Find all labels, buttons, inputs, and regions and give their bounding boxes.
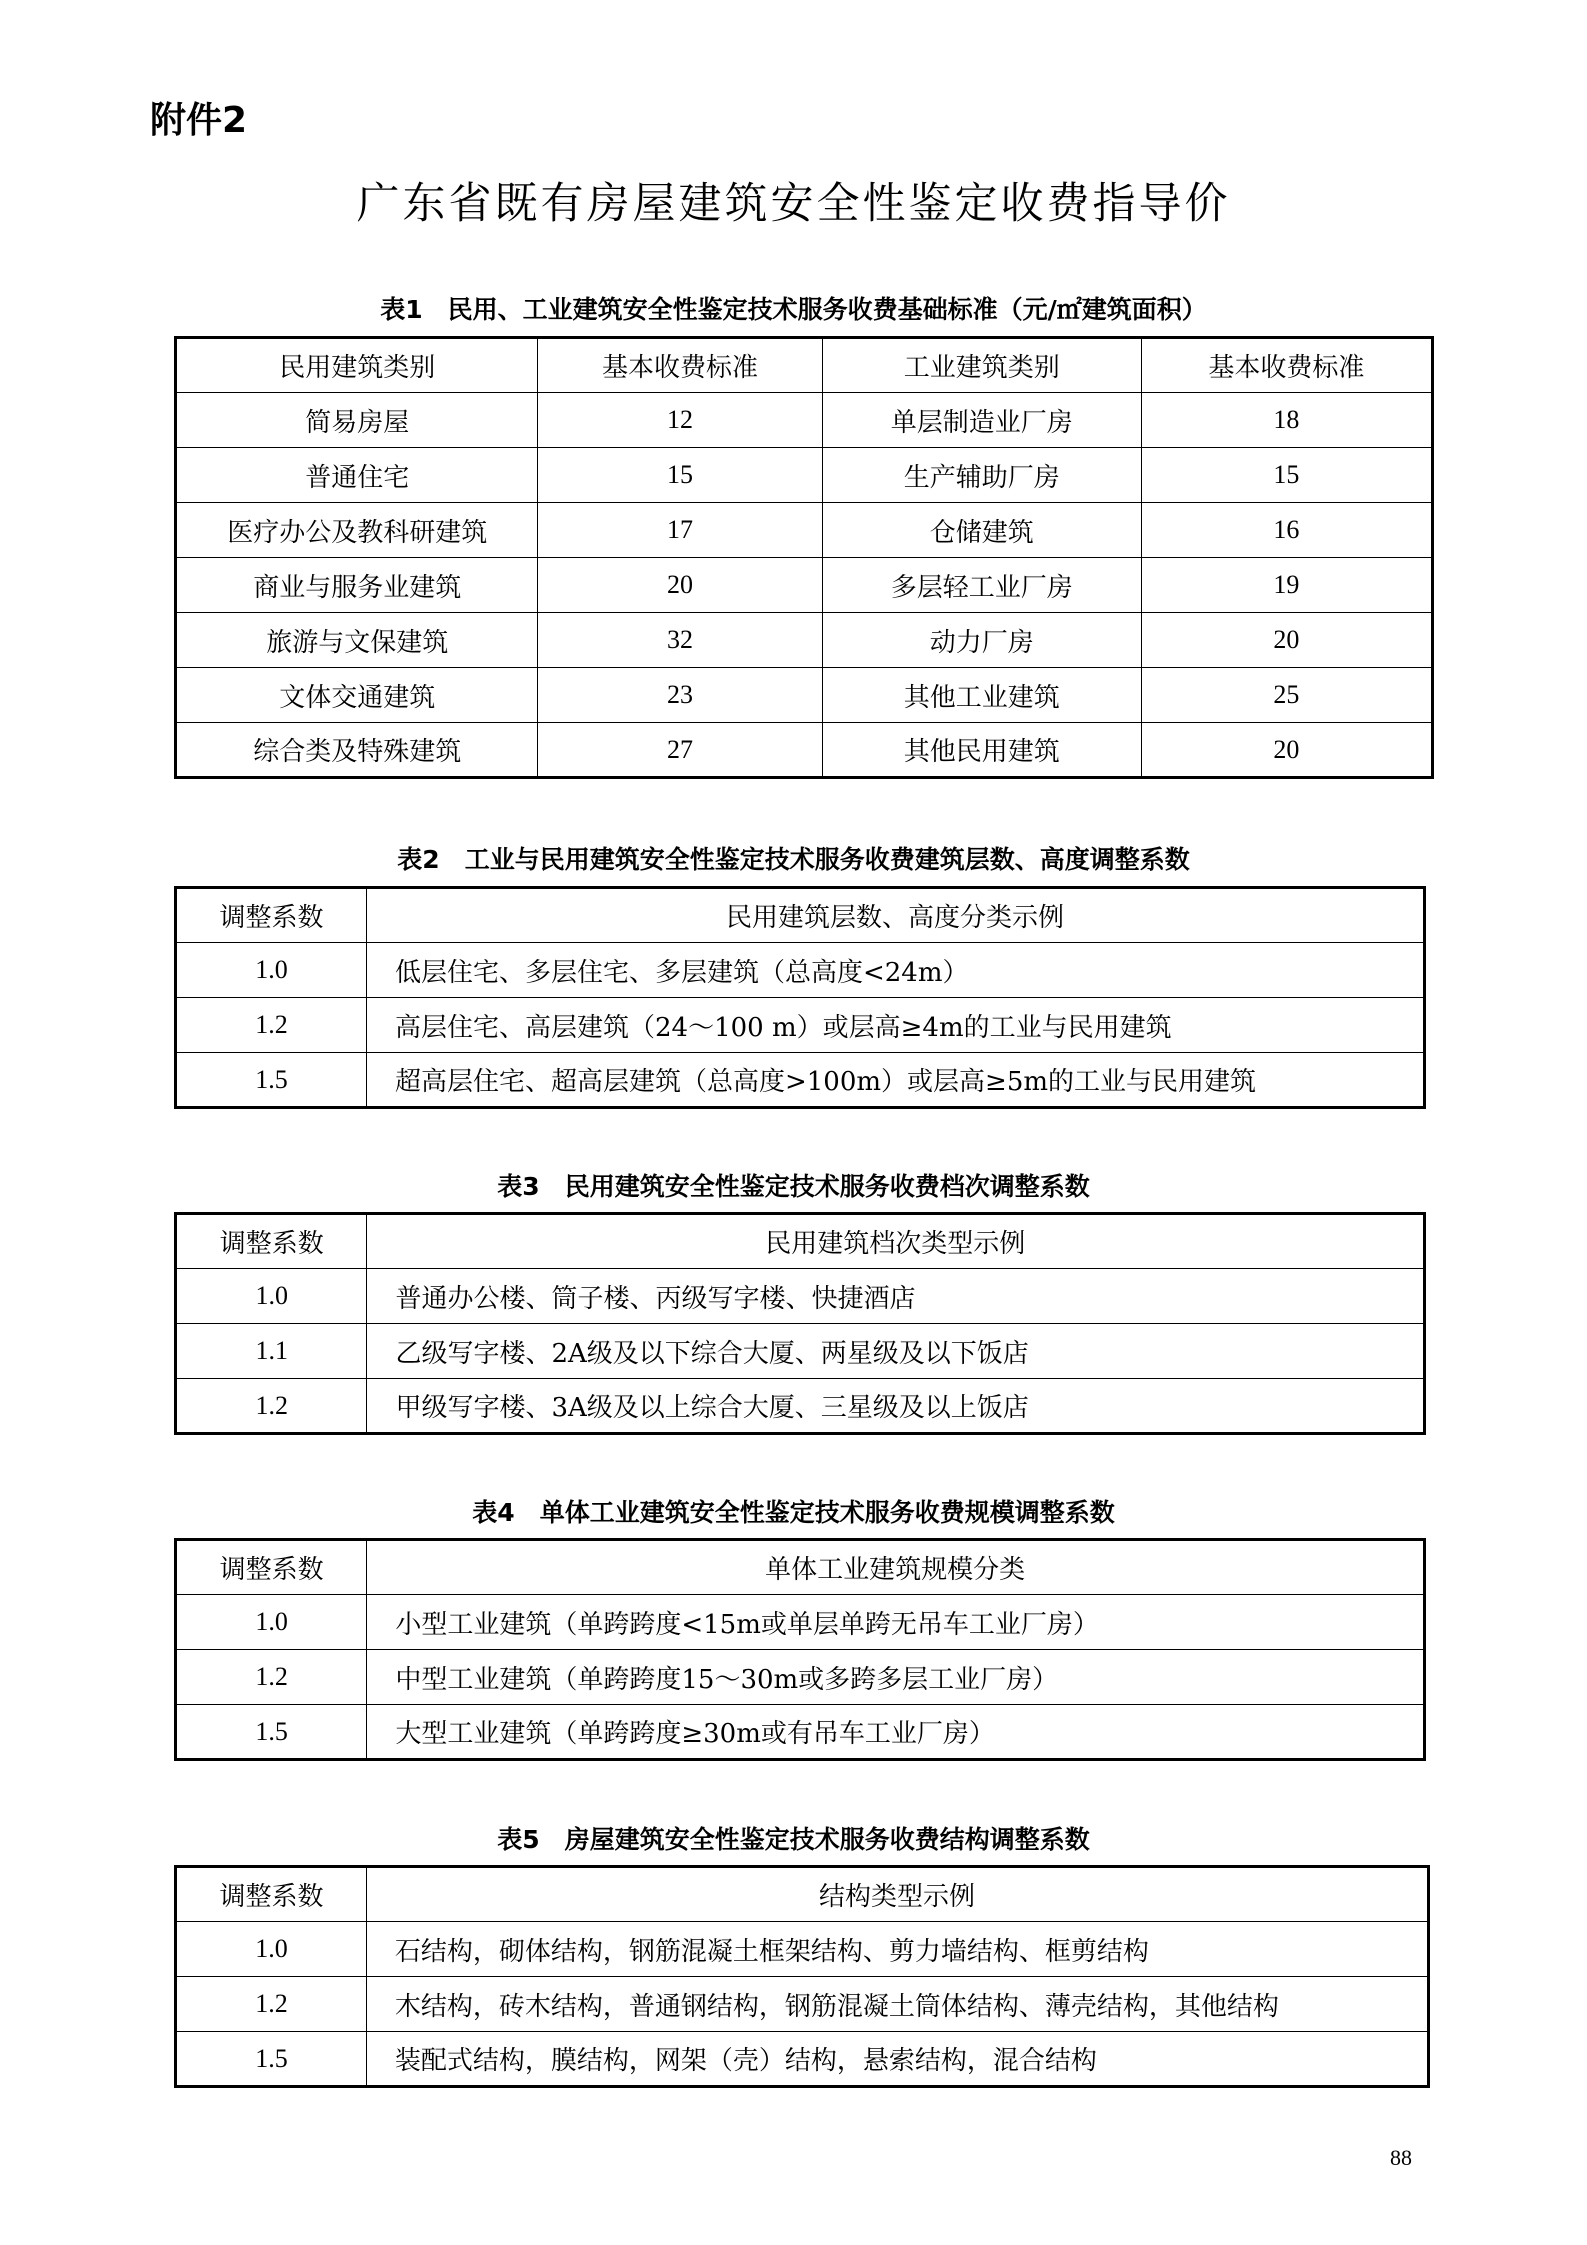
coefficient-cell: 1.0	[176, 1595, 367, 1650]
industrial-category-cell: 动力厂房	[822, 613, 1141, 668]
table4-header-coefficient: 调整系数	[176, 1540, 367, 1595]
industrial-category-cell: 单层制造业厂房	[822, 393, 1141, 448]
table-row	[176, 998, 1425, 1053]
table4-caption: 表4 单体工业建筑安全性鉴定技术服务收费规模调整系数	[472, 1498, 1115, 1527]
table5	[174, 1865, 1430, 2088]
table2-caption: 表2 工业与民用建筑安全性鉴定技术服务收费建筑层数、高度调整系数	[397, 845, 1190, 874]
civil-category-cell: 医疗办公及教科研建筑	[176, 503, 538, 558]
description-cell: 大型工业建筑（单跨跨度≥30m或有吊车工业厂房）	[367, 1705, 1425, 1760]
table-row	[176, 1269, 1425, 1324]
industrial-fee-cell: 20	[1141, 613, 1432, 668]
table1-header-row	[176, 338, 1433, 393]
table5-header-description: 结构类型示例	[366, 1867, 1428, 1922]
table2-header-coefficient: 调整系数	[176, 888, 367, 943]
table-row	[176, 2032, 1429, 2087]
industrial-fee-cell: 15	[1141, 448, 1432, 503]
coefficient-cell: 1.0	[176, 943, 367, 998]
table-row	[176, 393, 1433, 448]
table4	[174, 1538, 1426, 1761]
table-row	[176, 558, 1433, 613]
table-row	[176, 723, 1433, 778]
industrial-fee-cell: 16	[1141, 503, 1432, 558]
industrial-fee-cell: 19	[1141, 558, 1432, 613]
table1-header-industrial-fee: 基本收费标准	[1141, 338, 1432, 393]
coefficient-cell: 1.0	[176, 1269, 367, 1324]
attachment-label: 附件2	[150, 100, 248, 141]
civil-category-cell: 简易房屋	[176, 393, 538, 448]
civil-fee-cell: 20	[538, 558, 822, 613]
civil-category-cell: 文体交通建筑	[176, 668, 538, 723]
table-row	[176, 503, 1433, 558]
table-row	[176, 1977, 1429, 2032]
coefficient-cell: 1.5	[176, 1053, 367, 1108]
description-cell: 木结构，砖木结构，普通钢结构，钢筋混凝土筒体结构、薄壳结构，其他结构	[366, 1977, 1428, 2032]
table-row	[176, 668, 1433, 723]
civil-fee-cell: 17	[538, 503, 822, 558]
industrial-fee-cell: 25	[1141, 668, 1432, 723]
table1	[174, 336, 1434, 779]
table-row	[176, 1705, 1425, 1760]
page-title: 广东省既有房屋建筑安全性鉴定收费指导价	[356, 179, 1231, 229]
description-cell: 小型工业建筑（单跨跨度<15m或单层单跨无吊车工业厂房）	[367, 1595, 1425, 1650]
table3-header-row	[176, 1214, 1425, 1269]
industrial-category-cell: 多层轻工业厂房	[822, 558, 1141, 613]
civil-category-cell: 旅游与文保建筑	[176, 613, 538, 668]
table4-header-row	[176, 1540, 1425, 1595]
civil-category-cell: 普通住宅	[176, 448, 538, 503]
description-cell: 装配式结构，膜结构，网架（壳）结构，悬索结构，混合结构	[366, 2032, 1428, 2087]
civil-fee-cell: 12	[538, 393, 822, 448]
table3	[174, 1212, 1426, 1435]
description-cell: 超高层住宅、超高层建筑（总高度>100m）或层高≥5m的工业与民用建筑	[366, 1053, 1424, 1108]
table2	[174, 886, 1426, 1109]
civil-fee-cell: 32	[538, 613, 822, 668]
description-cell: 乙级写字楼、2A级及以下综合大厦、两星级及以下饭店	[367, 1324, 1425, 1379]
coefficient-cell: 1.5	[176, 2032, 367, 2087]
coefficient-cell: 1.2	[176, 1379, 367, 1434]
table-row	[176, 1324, 1425, 1379]
industrial-fee-cell: 20	[1141, 723, 1432, 778]
civil-category-cell: 综合类及特殊建筑	[176, 723, 538, 778]
table1-header-civil-fee: 基本收费标准	[538, 338, 822, 393]
table1-header-civil-category: 民用建筑类别	[176, 338, 538, 393]
table5-caption: 表5 房屋建筑安全性鉴定技术服务收费结构调整系数	[497, 1825, 1090, 1854]
civil-fee-cell: 27	[538, 723, 822, 778]
coefficient-cell: 1.1	[176, 1324, 367, 1379]
table3-caption: 表3 民用建筑安全性鉴定技术服务收费档次调整系数	[497, 1172, 1090, 1201]
table5-header-row	[176, 1867, 1429, 1922]
table-row	[176, 448, 1433, 503]
table-row	[176, 613, 1433, 668]
table2-header-description: 民用建筑层数、高度分类示例	[366, 888, 1424, 943]
coefficient-cell: 1.2	[176, 998, 367, 1053]
description-cell: 石结构，砌体结构，钢筋混凝土框架结构、剪力墙结构、框剪结构	[366, 1922, 1428, 1977]
table-row	[176, 943, 1425, 998]
table1-header-industrial-category: 工业建筑类别	[822, 338, 1141, 393]
table1-caption: 表1 民用、工业建筑安全性鉴定技术服务收费基础标准（元/㎡建筑面积）	[380, 295, 1207, 324]
industrial-category-cell: 其他民用建筑	[822, 723, 1141, 778]
table-row	[176, 1922, 1429, 1977]
description-cell: 高层住宅、高层建筑（24～100 m）或层高≥4m的工业与民用建筑	[366, 998, 1424, 1053]
industrial-category-cell: 其他工业建筑	[822, 668, 1141, 723]
civil-category-cell: 商业与服务业建筑	[176, 558, 538, 613]
civil-fee-cell: 15	[538, 448, 822, 503]
description-cell: 低层住宅、多层住宅、多层建筑（总高度<24m）	[366, 943, 1424, 998]
table-row	[176, 1595, 1425, 1650]
coefficient-cell: 1.2	[176, 1650, 367, 1705]
table4-header-description: 单体工业建筑规模分类	[367, 1540, 1425, 1595]
coefficient-cell: 1.0	[176, 1922, 367, 1977]
coefficient-cell: 1.5	[176, 1705, 367, 1760]
description-cell: 甲级写字楼、3A级及以上综合大厦、三星级及以上饭店	[367, 1379, 1425, 1434]
table5-header-coefficient: 调整系数	[176, 1867, 367, 1922]
table3-header-coefficient: 调整系数	[176, 1214, 367, 1269]
description-cell: 中型工业建筑（单跨跨度15～30m或多跨多层工业厂房）	[367, 1650, 1425, 1705]
industrial-category-cell: 生产辅助厂房	[822, 448, 1141, 503]
industrial-fee-cell: 18	[1141, 393, 1432, 448]
industrial-category-cell: 仓储建筑	[822, 503, 1141, 558]
page-number: 88	[1390, 2145, 1412, 2170]
civil-fee-cell: 23	[538, 668, 822, 723]
table2-header-row	[176, 888, 1425, 943]
description-cell: 普通办公楼、筒子楼、丙级写字楼、快捷酒店	[367, 1269, 1425, 1324]
table-row	[176, 1650, 1425, 1705]
table-row	[176, 1053, 1425, 1108]
coefficient-cell: 1.2	[176, 1977, 367, 2032]
table-row	[176, 1379, 1425, 1434]
table3-header-description: 民用建筑档次类型示例	[367, 1214, 1425, 1269]
